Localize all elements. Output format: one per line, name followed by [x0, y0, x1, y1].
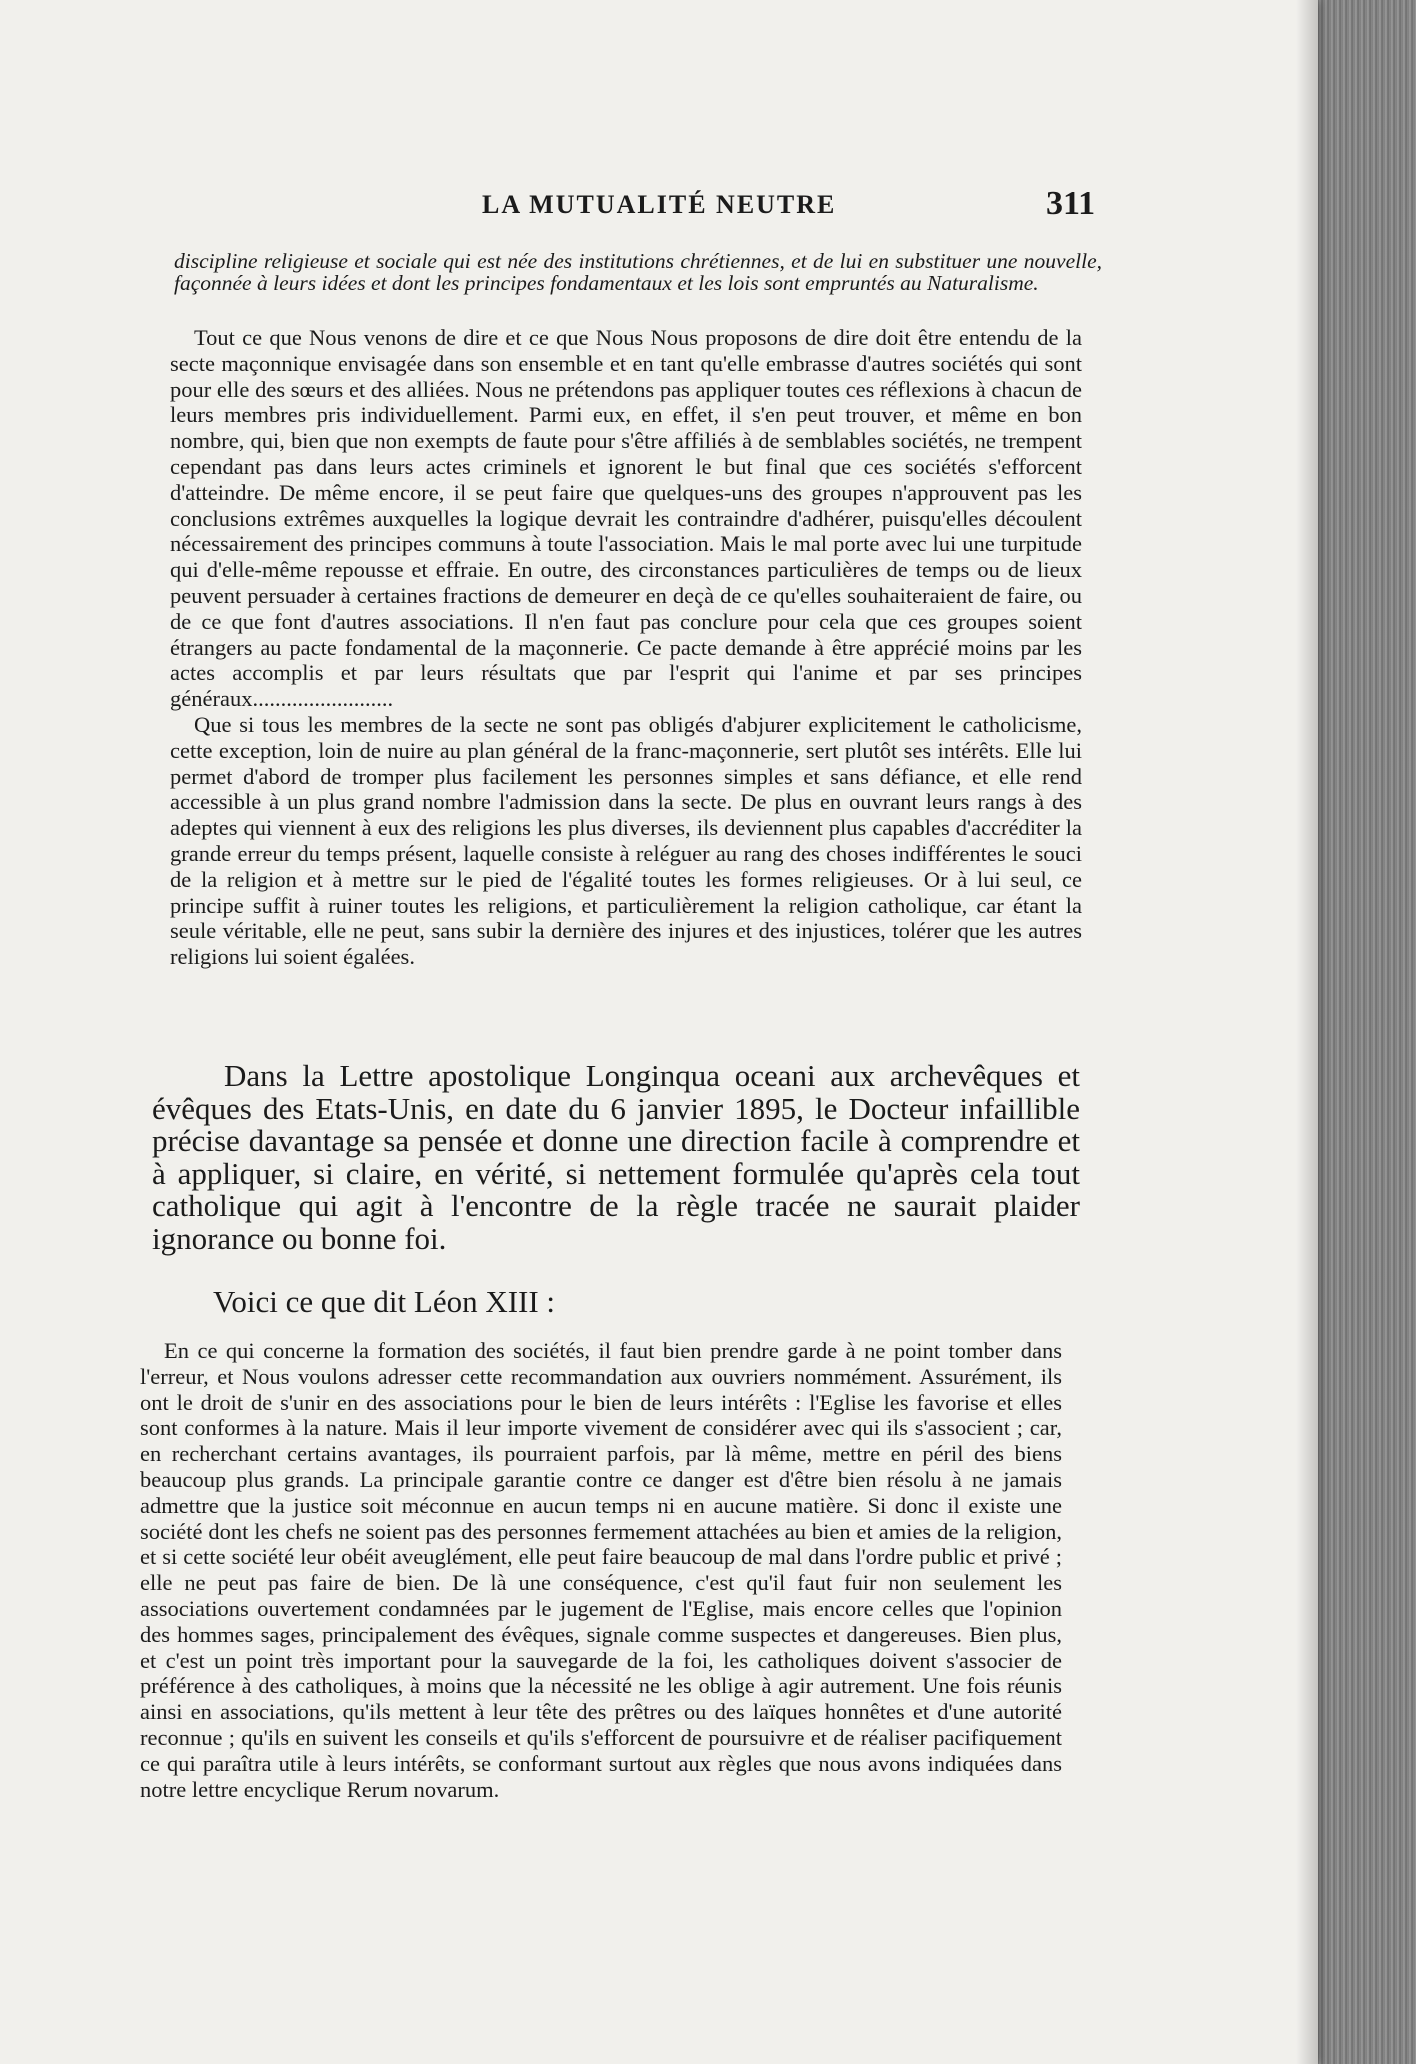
- gutter-shadow: [1296, 0, 1318, 2064]
- quote-two-text: En ce qui concerne la formation des sociétés, il faut bien prendre garde à ne point tomber dans l'erreur, et Nous voulons adresser cette recommandation aux ouvriers nommément. Assurément, ils ont le droit de s'unir en des associations pour le bien de leurs intérêts : l'Eglise les favorise et elles sont conformes à la nature. Mais il leur importe vivement de considérer avec qui ils s'associent ; car, en recherchant certains avantages, ils pourraient parfois, par là même, mettre en péril des biens beaucoup plus grands. La principale garantie contre ce danger est d'être bien résolu à ne jamais admettre que la justice soit méconnue en aucun temps ni en aucune matière. Si donc il existe une société dont les chefs ne soient pas des personnes fermement attachées au bien et amies de la religion, et si cette société leur obéit aveuglément, elle peut faire beaucoup de mal dans l'ordre public et privé ; elle ne peut pas faire de bien. De là une conséquence, c'est qu'il faut fuir non seulement les associations ouvertement condamnées par le jugement de l'Eglise, mais encore celles que l'opinion des hommes sages, principalement des évêques, signale comme suspectes et dangereuses. Bien plus, et c'est un point très important pour la sauvegarde de la foi, les catholiques doivent s'associer de préférence à des catholiques, à moins que la nécessité ne les oblige à agir autrement. Une fois réunis ainsi en associations, qu'ils mettent à leur tête des prêtres ou des laïques honnêtes et d'une autorité reconnue ; qu'ils en suivent les conseils et qu'ils s'efforcent de poursuivre et de réaliser pacifiquement ce qui paraîtra utile à leurs intérêts, se conformant surtout aux règles que nous avons indiquées dans notre lettre encyclique Rerum novarum.: [140, 1338, 1062, 1802]
- book-page-edges: [1318, 0, 1416, 2064]
- page-number: 311: [1046, 185, 1096, 222]
- quote-one: [170, 325, 1082, 970]
- quote-one-paragraph-2: Que si tous les membres de la secte ne sont pas obligés d'abjurer explicitement le catholicisme, cette exception, loin de nuire au plan général de la franc-maçonnerie, sert plutôt ses intérêts. Elle lui permet d'abord de tromper plus facilement les personnes simples et sans défiance, et elle rend accessible à un plus grand nombre l'admission dans la secte. De plus en ouvrant leurs rangs à des adeptes qui viennent à eux des religions les plus diverses, ils deviennent plus capables d'accréditer la grande erreur du temps présent, laquelle consiste à reléguer au rang des choses indifférentes le souci de la religion et à mettre sur le pied de l'égalité toutes les formes religieuses. Or à lui seul, ce principe suffit à ruiner toutes les religions, et particulièrement la religion catholique, car étant la seule véritable, elle ne peut, sans subir la dernière des injures et des injustices, tolérer que les autres religions lui soient égalées.: [170, 711, 1082, 970]
- voici-line: Voici ce que dit Léon XIII :: [213, 1284, 556, 1319]
- body-paragraph: [152, 1060, 1080, 1255]
- quote-one-paragraph-1: Tout ce que Nous venons de dire et ce que Nous Nous proposons de dire doit être entendu de la secte maçonnique envisagée dans son ensemble et en tant qu'elle embrasse d'autres sociétés qui sont pour elle des sœurs et des alliées. Nous ne prétendons pas appliquer toutes ces réflexions à chacun de leurs membres pris individuellement. Parmi eux, en effet, il s'en peut trouver, et même en bon nombre, qui, bien que non exempts de faute pour s'être affiliés à de semblables sociétés, ne trempent cependant pas dans leurs actes criminels et ignorent le but final que ces sociétés s'efforcent d'atteindre. De même encore, il se peut faire que quelques-uns des groupes n'approuvent pas les conclusions extrêmes auxquelles la logique devrait les contraindre d'adhérer, puisqu'elles découlent nécessairement des principes communs à toute l'association. Mais le mal porte avec lui une turpitude qui d'elle-même repousse et effraie. En outre, des circonstances particulières de temps ou de lieux peuvent persuader à certaines fractions de demeurer en deçà de ce qu'elles souhaiteraient de faire, ou de ce que font d'autres associations. Il n'en faut pas conclure pour cela que ces groupes soient étrangers au pacte fondamental de la maçonnerie. Ce pacte demande à être apprécié moins par les actes accomplis et par leurs résultats que par l'esprit qui l'anime et par ses principes généraux.........................: [170, 325, 1082, 712]
- running-title: LA MUTUALITÉ NEUTRE: [482, 190, 837, 219]
- intro-quote-text: discipline religieuse et sociale qui est née des institutions chrétiennes, et de lui en substituer une nouvelle, façonnée à leurs idées et dont les principes fondamentaux et les lois sont empruntés au Naturalisme.: [174, 249, 1102, 295]
- body-paragraph-text: Dans la Lettre apostolique Longinqua oceani aux archevêques et évêques des Etats-Unis, en date du 6 janvier 1895, le Docteur infaillible précise davantage sa pensée et donne une direction facile à comprendre et à appliquer, si claire, en vérité, si nettement formulée qu'après cela tout catholique qui agit à l'encontre de la règle tracée ne saurait plaider ignorance ou bonne foi.: [152, 1058, 1080, 1256]
- intro-quote: [174, 250, 1102, 294]
- quote-two: [140, 1338, 1062, 1802]
